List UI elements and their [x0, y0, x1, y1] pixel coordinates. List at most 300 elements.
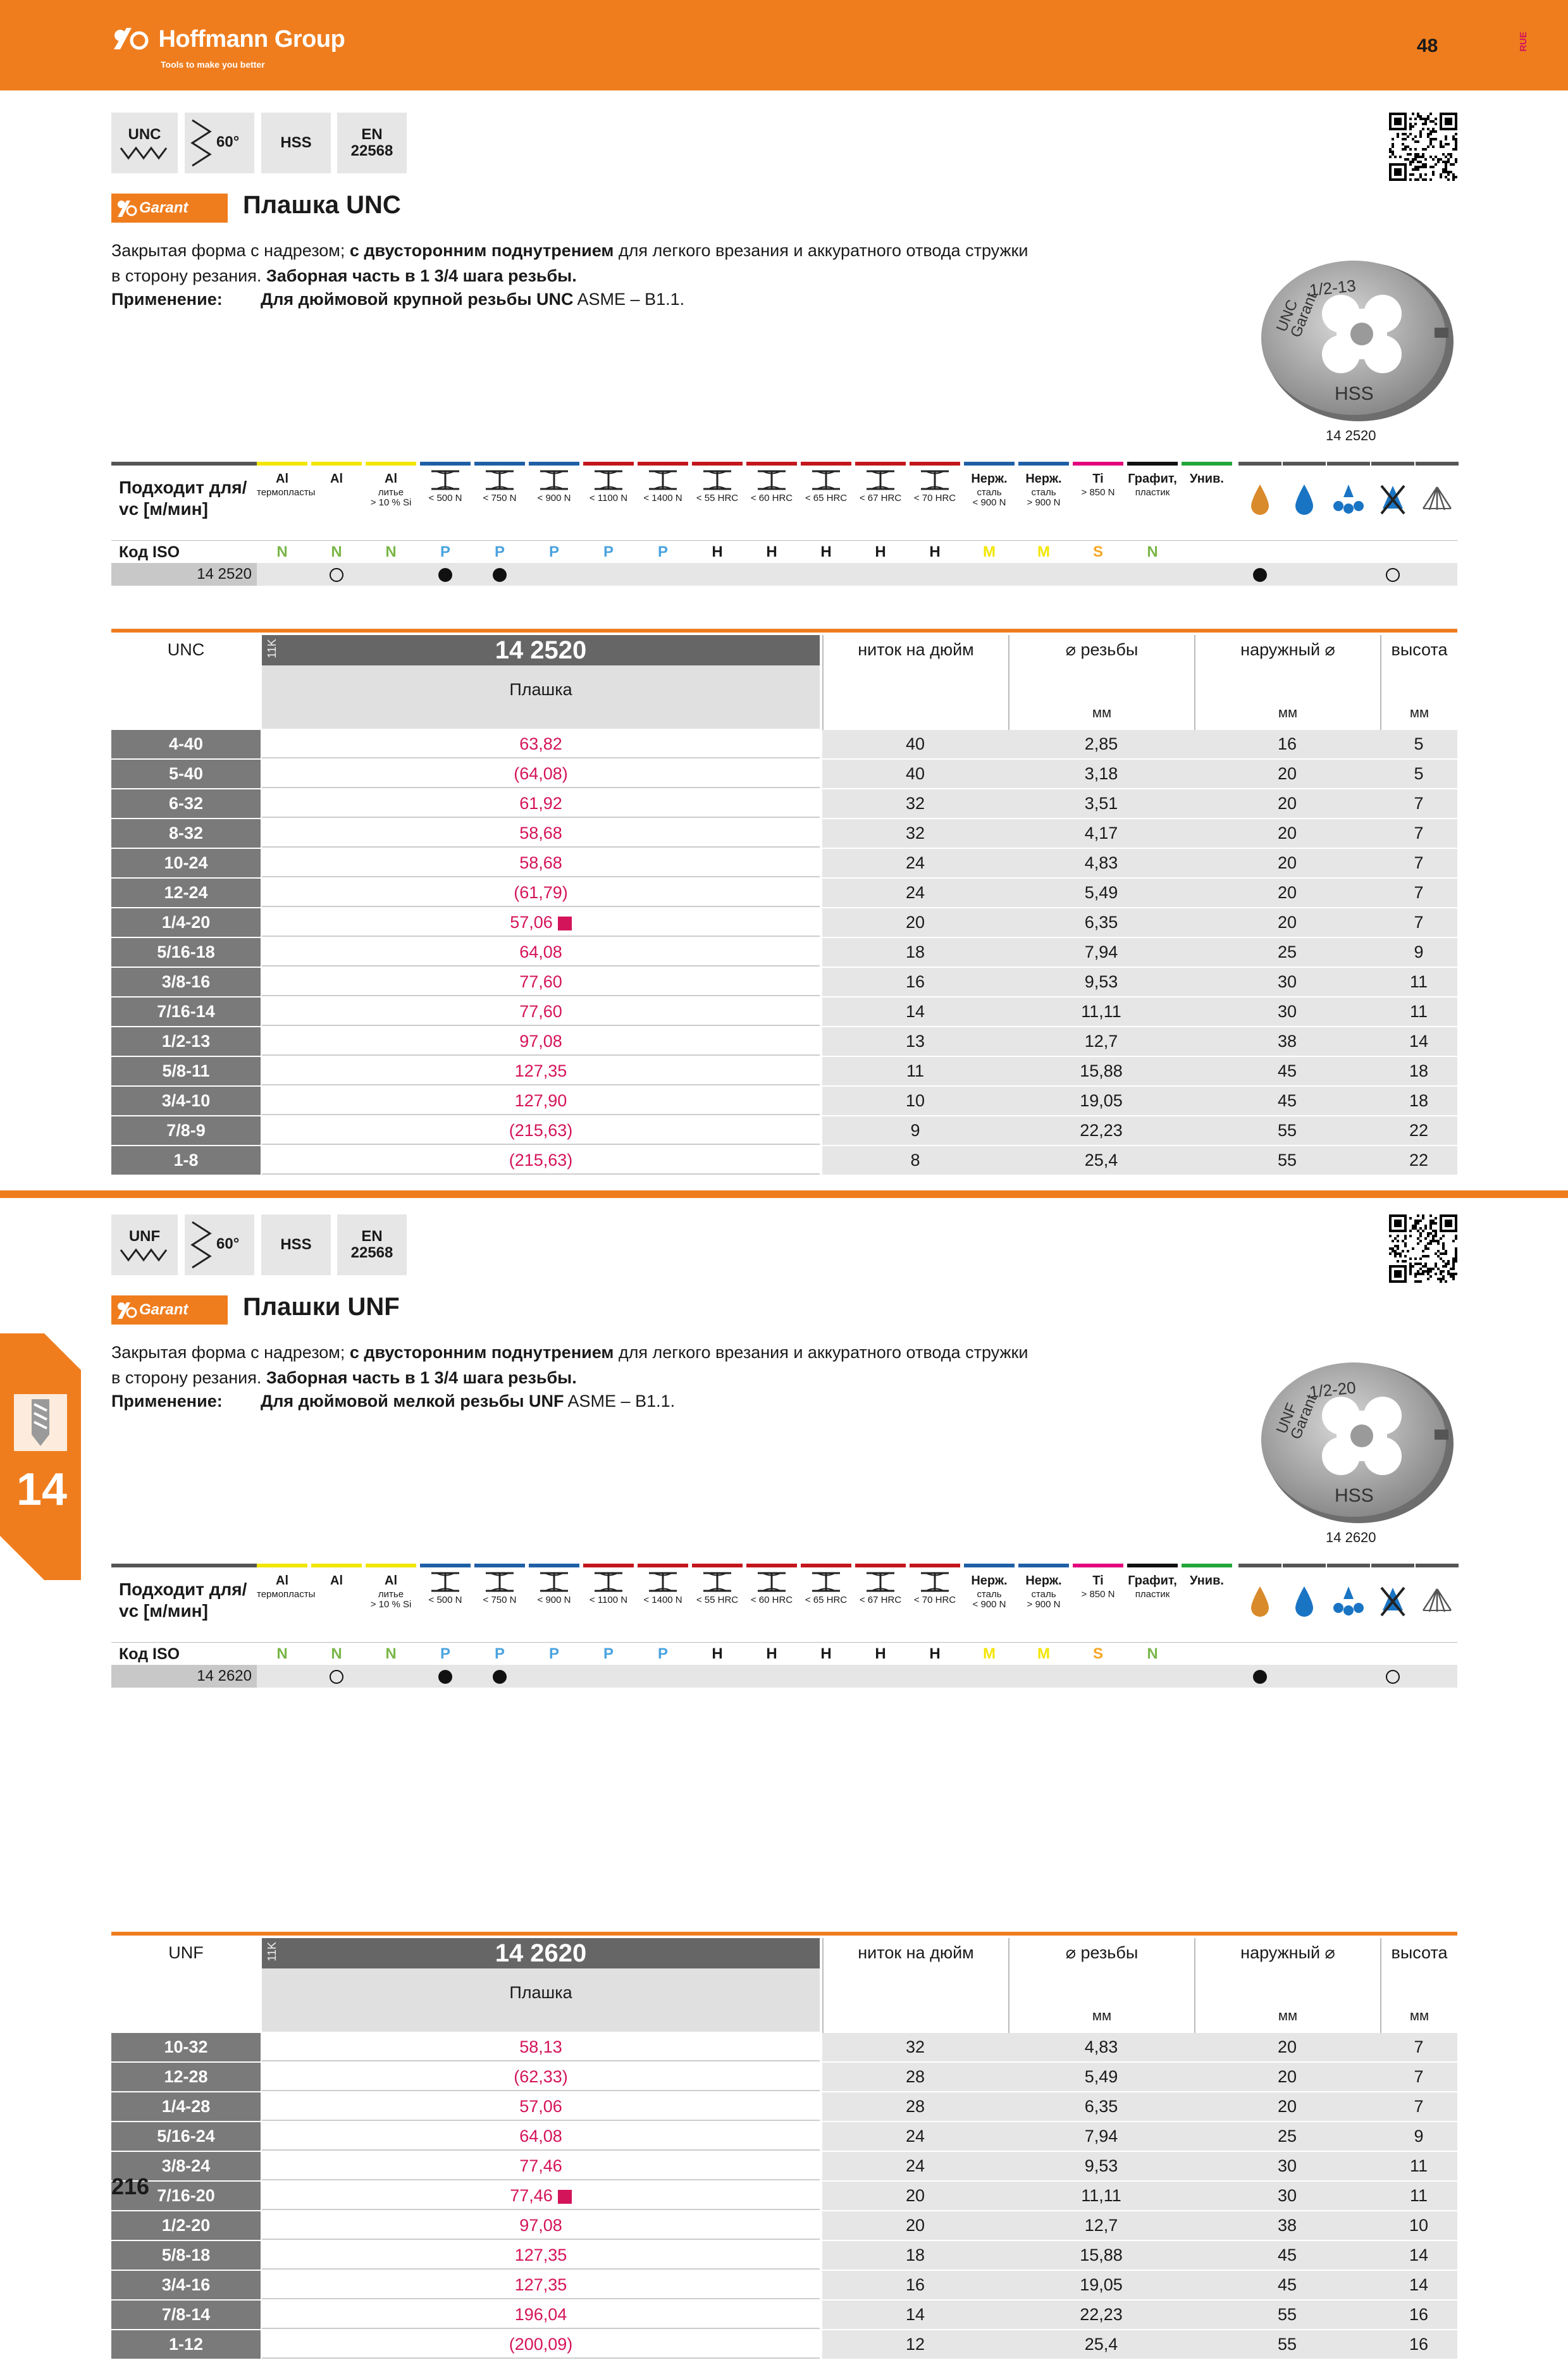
thread-diameter: 25,4 [1084, 2335, 1118, 2354]
material-color-bar [311, 462, 362, 466]
die-marking-standard: UNC Garant [1273, 290, 1321, 340]
steel-beam-icon [918, 1571, 951, 1593]
applicability-cell [1018, 1665, 1069, 1688]
thread-angle-icon [188, 1220, 214, 1270]
material-name: Al [276, 1574, 288, 1588]
height: 22 [1409, 1151, 1429, 1170]
tpi-column-header [822, 1938, 1008, 2033]
unit-label: мм [1278, 705, 1298, 720]
material-detail: < 1400 N [643, 1595, 682, 1605]
product-section-unc [0, 113, 1568, 1188]
coolant-cell [1283, 1665, 1326, 1688]
threads-per-inch: 28 [905, 2067, 925, 2086]
coolant-column [1238, 462, 1281, 540]
material-color-bar [1018, 1564, 1069, 1567]
thread-size: 5/16-24 [111, 2122, 261, 2151]
price-value: 64,08 [519, 2127, 562, 2146]
application-text [261, 290, 684, 309]
material-column [311, 462, 362, 540]
coolant-column [1283, 462, 1326, 540]
threads-per-inch: 20 [905, 2186, 925, 2205]
thread-size: 3/4-16 [111, 2271, 261, 2299]
outer-diameter: 45 [1277, 1061, 1297, 1080]
price-value: (200,09) [509, 2335, 573, 2354]
coolant-bar [1371, 462, 1414, 466]
thread-diameter: 15,88 [1080, 1061, 1123, 1080]
material-detail: < 1100 N [589, 493, 628, 504]
specs-cells [822, 2033, 1457, 2061]
thread-diameter: 11,11 [1081, 1002, 1121, 1021]
iso-code: H [875, 1645, 886, 1662]
specs-cells [822, 2301, 1457, 2329]
material-detail: < 900 N [537, 493, 571, 504]
applicability-cell [910, 563, 960, 586]
specs-cells [822, 1057, 1457, 1085]
iso-code: M [1037, 1645, 1050, 1662]
material-detail: < 60 HRC [750, 493, 793, 504]
article-number: 14 2620 [495, 1939, 587, 1967]
price-value: (64,08) [514, 764, 568, 783]
chapter-tab-shape [0, 1333, 81, 1580]
applicability-cell [529, 1665, 579, 1688]
application-text-rest: ASME – B1.1. [564, 1392, 676, 1411]
threads-per-inch: 14 [905, 2305, 925, 2324]
height: 11 [1409, 2156, 1428, 2175]
specs-cells [822, 2271, 1457, 2299]
application-text-bold: Для дюймовой крупной резьбы UNC [261, 290, 574, 309]
thread-diameter: 12,7 [1084, 1032, 1118, 1051]
height: 14 [1409, 2275, 1429, 2294]
outer-diameter: 45 [1277, 1091, 1297, 1110]
price-value: 127,90 [514, 1091, 567, 1110]
material-column [366, 462, 416, 540]
thread-diameter: 6,35 [1084, 913, 1118, 932]
height: 7 [1414, 853, 1424, 872]
material-color-bar [1182, 1564, 1232, 1567]
price-value: 77,46 [519, 2156, 562, 2175]
price-cell[interactable] [262, 1087, 820, 1115]
application-text-bold: Для дюймовой мелкой резьбы UNF [261, 1392, 564, 1411]
material-color-bar [366, 1564, 416, 1567]
material-color-bar [257, 1564, 307, 1567]
specs-cells [822, 879, 1457, 907]
header-bar [0, 0, 1568, 90]
iso-code: P [440, 1645, 450, 1662]
materials-header-label [119, 477, 247, 520]
die-marking-size: 1/2-13 [1308, 276, 1357, 300]
price-value: (61,79) [514, 883, 568, 902]
table-top-rule [111, 629, 1457, 633]
threads-per-inch: 20 [905, 913, 925, 932]
threads-per-inch: 24 [905, 2127, 925, 2146]
iso-code: N [385, 1645, 397, 1662]
price-cell[interactable] [262, 2033, 820, 2061]
price-cell[interactable] [262, 2063, 820, 2091]
height: 14 [1409, 1032, 1429, 1051]
material-column [638, 462, 688, 540]
price-cell[interactable] [262, 1027, 820, 1056]
outer-diameter: 45 [1277, 2275, 1297, 2294]
table-row [111, 2122, 1457, 2152]
threads-per-inch: 18 [905, 942, 925, 961]
iso-code: P [494, 1645, 505, 1662]
applicability-cell [801, 563, 851, 586]
price-cell[interactable] [262, 2271, 820, 2299]
material-detail: < 60 HRC [750, 1595, 793, 1605]
material-color-bar [855, 462, 906, 466]
applicability-cell [366, 1665, 416, 1688]
coolant-bar [1238, 1564, 1281, 1567]
specs-cells [822, 2182, 1457, 2210]
specs-cells [822, 730, 1457, 758]
material-color-bar [801, 1564, 851, 1567]
applicability-cell [474, 563, 525, 586]
thread-size: 5/8-11 [111, 1057, 261, 1085]
iso-code: P [440, 543, 450, 560]
material-color-bar [311, 1564, 362, 1567]
steel-beam-icon [483, 1571, 516, 1593]
price-cell[interactable] [262, 730, 820, 758]
coolant-cell [1238, 563, 1281, 586]
application-text-rest: ASME – B1.1. [573, 290, 685, 309]
applicability-cell [964, 1665, 1015, 1688]
iso-code: P [657, 543, 668, 560]
height: 18 [1409, 1061, 1429, 1080]
material-name: Унив. [1190, 1574, 1224, 1588]
outer-diameter: 30 [1277, 972, 1297, 991]
outer-diameter: 20 [1277, 2037, 1297, 2056]
iso-code: S [1092, 543, 1103, 560]
table-row [111, 2301, 1457, 2330]
material-detail: < 500 N [428, 493, 462, 504]
price-value: 61,92 [519, 794, 562, 813]
product-description [111, 238, 1028, 288]
material-color-bar [964, 462, 1015, 466]
threads-per-inch: 16 [905, 2275, 925, 2294]
price-cell[interactable] [262, 2092, 820, 2121]
steel-beam-icon [810, 1571, 843, 1593]
material-column [311, 1564, 362, 1642]
spray-icon [1331, 1583, 1366, 1621]
steel-beam-icon [646, 469, 679, 491]
outer-diameter: 30 [1277, 2186, 1297, 2205]
table-row [111, 1057, 1457, 1087]
outer-diameter: 55 [1277, 1151, 1297, 1170]
coolant-bar [1283, 1564, 1326, 1567]
material-column [366, 1564, 416, 1642]
threads-per-inch: 12 [905, 2335, 925, 2354]
height-column-header [1380, 1938, 1457, 2033]
table-row [111, 2182, 1457, 2211]
item-header: Плашка [262, 1968, 820, 2032]
iso-code: P [548, 1645, 559, 1662]
outer-diameter-column-header-label: наружный ⌀ [1240, 1943, 1335, 1962]
recommended-dot [1253, 1670, 1267, 1684]
coolant-cell [1327, 1665, 1370, 1688]
material-color-bar [1073, 1564, 1123, 1567]
steel-beam-icon [864, 1571, 897, 1593]
hoffmann-logo[interactable] [111, 24, 345, 70]
material-name: Ti [1092, 1574, 1104, 1588]
price-value: 97,08 [519, 2216, 562, 2235]
material-color-bar [420, 1564, 471, 1567]
thread-diameter: 9,53 [1084, 2156, 1118, 2175]
table-row [111, 2063, 1457, 2092]
iso-code: H [820, 543, 832, 560]
thread-type-tag [111, 1214, 178, 1275]
material-detail: < 750 N [483, 493, 517, 504]
height: 18 [1409, 1091, 1429, 1110]
die-marking-material: HSS [1335, 383, 1374, 404]
price-cell[interactable] [262, 968, 820, 996]
thread-size: 3/4-10 [111, 1087, 261, 1115]
outer-diameter-column-header [1194, 635, 1380, 730]
iso-code [1182, 1643, 1232, 1665]
height: 14 [1409, 2246, 1429, 2264]
price-cell[interactable] [262, 789, 820, 818]
outer-diameter: 30 [1277, 1002, 1297, 1021]
materials-header [111, 462, 257, 540]
material-detail: < 1400 N [643, 493, 682, 504]
material-column [746, 462, 797, 540]
qr-code-icon[interactable] [1389, 1214, 1457, 1283]
material-column [1018, 1564, 1069, 1642]
garant-badge [111, 194, 228, 223]
height: 22 [1409, 1121, 1429, 1140]
thread-size: 1/4-28 [111, 2092, 261, 2121]
thread-diameter-column-header [1008, 1938, 1194, 2033]
price-cell[interactable] [262, 2241, 820, 2270]
material-column [801, 462, 851, 540]
material-detail: литье > 10 % Si [370, 487, 412, 508]
threads-per-inch: 40 [905, 734, 925, 753]
materials-header-line1: Подходит для/ [119, 478, 247, 497]
threads-per-inch: 32 [905, 2037, 925, 2056]
price-cell[interactable] [262, 879, 820, 907]
dry-no-coolant-icon [1375, 1583, 1411, 1621]
table-row [111, 789, 1457, 819]
thread-angle-tag [185, 1214, 254, 1275]
material-detail: сталь < 900 N [972, 1589, 1006, 1610]
applicability-cell [1073, 1665, 1123, 1688]
thread-angle-value: 60° [216, 133, 240, 151]
price-value: 58,13 [519, 2037, 562, 2056]
thread-size: 1/2-13 [111, 1027, 261, 1056]
recommended-dot [493, 568, 507, 582]
threads-per-inch: 18 [905, 2246, 925, 2264]
material-name: Нерж. [971, 1574, 1008, 1588]
iso-code: N [331, 543, 342, 560]
applicability-cell [638, 1665, 688, 1688]
suitable-ring [330, 1670, 343, 1684]
price-cell[interactable] [262, 819, 820, 848]
thread-size: 10-32 [111, 2033, 261, 2061]
threads-per-inch: 10 [905, 1091, 925, 1110]
iso-code: H [712, 543, 723, 560]
chapter-tab[interactable] [0, 1333, 81, 1580]
thread-size: 4-40 [111, 730, 261, 758]
iso-code: H [875, 543, 886, 560]
table-row [111, 968, 1457, 998]
price-cell[interactable] [262, 2182, 820, 2210]
qr-code-icon[interactable] [1389, 113, 1457, 181]
water-drop-icon [1287, 1583, 1322, 1621]
coolant-bar [1371, 1564, 1414, 1567]
tpi-column-header-label: ниток на дюйм [858, 1943, 974, 1962]
coolant-bar [1416, 462, 1459, 466]
new-item-marker [558, 2190, 572, 2204]
applicability-cell [311, 563, 362, 586]
material-color-bar [474, 1564, 525, 1567]
applicability-cell [583, 1665, 634, 1688]
threads-per-inch: 28 [905, 2097, 925, 2116]
material-column [529, 1564, 579, 1642]
air-blast-icon [1419, 481, 1455, 519]
material-column [529, 462, 579, 540]
garant-logo-icon [116, 198, 138, 217]
outer-diameter: 20 [1277, 764, 1297, 783]
price-cell[interactable] [262, 849, 820, 877]
page-number: 216 [111, 2173, 150, 2199]
price-cell[interactable] [262, 1116, 820, 1145]
suitable-ring [330, 568, 343, 582]
image-caption: 14 2620 [1326, 1529, 1376, 1545]
height: 9 [1414, 942, 1424, 961]
outer-diameter: 25 [1277, 942, 1297, 961]
coolant-column [1327, 462, 1370, 540]
thread-size: 1-8 [111, 1146, 261, 1175]
height-column-header [1380, 635, 1457, 730]
thread-diameter-column-header [1008, 635, 1194, 730]
price-cell[interactable] [262, 2211, 820, 2240]
coolant-column [1327, 1564, 1370, 1642]
material-name: Al [385, 1574, 397, 1588]
price-value: 127,35 [514, 2246, 567, 2264]
recommended-dot [438, 568, 452, 582]
thread-size: 12-24 [111, 879, 261, 907]
iso-code: H [820, 1645, 832, 1662]
product-title: Плашка UNC [243, 191, 401, 219]
description-part: Закрытая форма с надрезом; [111, 241, 350, 260]
spray-icon [1331, 481, 1366, 519]
thread-size: 6-32 [111, 789, 261, 818]
price-cell[interactable] [262, 1057, 820, 1085]
applicability-cell [964, 563, 1015, 586]
price-cell[interactable] [262, 938, 820, 967]
coolant-cell [1416, 1665, 1459, 1688]
specs-cells [822, 1146, 1457, 1175]
thread-diameter: 5,49 [1084, 2067, 1118, 2086]
table-row [111, 1116, 1457, 1146]
coolant-bar [1327, 1564, 1370, 1567]
iso-code: H [766, 1645, 777, 1662]
thread-size: 3/8-24 [111, 2152, 261, 2180]
materials-header-label [119, 1579, 247, 1622]
height: 5 [1414, 734, 1424, 753]
oil-drop-icon [1242, 481, 1278, 519]
dry-no-coolant-icon [1375, 481, 1411, 519]
applicability-cell [1127, 1665, 1178, 1688]
outer-diameter-column-header-label: наружный ⌀ [1240, 640, 1335, 659]
coolant-bar [1238, 462, 1281, 466]
material-detail: < 55 HRC [696, 493, 739, 504]
price-value: 57,06 [519, 2097, 562, 2116]
material-column [746, 1564, 797, 1642]
material-detail: < 67 HRC [859, 1595, 902, 1605]
price-cell[interactable] [262, 2122, 820, 2151]
threads-per-inch: 9 [910, 1121, 920, 1140]
material-color-bar [1182, 462, 1232, 466]
thread-diameter: 22,23 [1080, 1121, 1123, 1140]
item-header: Плашка [262, 665, 820, 729]
material-color-bar [366, 462, 416, 466]
coolant-column [1238, 1564, 1281, 1642]
iso-code: P [494, 543, 505, 560]
specs-cells [822, 2241, 1457, 2270]
material-column [420, 462, 471, 540]
material-column [964, 1564, 1015, 1642]
material-column [257, 1564, 316, 1642]
thread-diameter: 12,7 [1084, 2216, 1118, 2235]
specs-cells [822, 2092, 1457, 2121]
thread-diameter: 25,4 [1084, 1151, 1118, 1170]
coolant-cell [1371, 563, 1414, 586]
thread-diameter: 7,94 [1084, 942, 1118, 961]
price-cell[interactable] [262, 998, 820, 1026]
iso-code: S [1092, 1645, 1103, 1662]
price-cell[interactable] [262, 2301, 820, 2329]
material-detail: литье > 10 % Si [370, 1589, 412, 1610]
iso-code: P [603, 1645, 614, 1662]
thread-diameter: 19,05 [1080, 1091, 1123, 1110]
material-color-bar [1127, 1564, 1178, 1567]
thread-profile-icon [120, 1247, 170, 1263]
material-detail: термопласты [257, 1589, 316, 1600]
die-marking-standard: UNF Garant [1273, 1392, 1321, 1442]
table-row [111, 2241, 1457, 2271]
material-detail: < 70 HRC [913, 493, 956, 504]
price-cell[interactable] [262, 2152, 820, 2180]
thread-diameter: 7,94 [1084, 2127, 1118, 2146]
product-image [1246, 253, 1461, 424]
price-cell[interactable] [262, 760, 820, 788]
price-cell[interactable] [262, 908, 820, 937]
thread-diameter: 2,85 [1084, 734, 1118, 753]
specs-cells [822, 849, 1457, 877]
iso-code: H [929, 1645, 941, 1662]
unit-label: мм [1278, 2008, 1298, 2023]
price-cell[interactable] [262, 2330, 820, 2359]
material-name: Al [330, 472, 343, 486]
table-row [111, 879, 1457, 908]
material-column [801, 1564, 851, 1642]
article-header [262, 635, 820, 665]
material-detail: < 750 N [483, 1595, 517, 1605]
table-row [111, 2033, 1457, 2063]
price-cell[interactable] [262, 1146, 820, 1175]
coolant-cell [1238, 1665, 1281, 1688]
material-column [692, 462, 743, 540]
height: 5 [1414, 764, 1424, 783]
steel-beam-icon [918, 469, 951, 491]
die-marking-material: HSS [1335, 1485, 1374, 1506]
table-row [111, 938, 1457, 968]
material-hss-tag: HSS [261, 1214, 331, 1275]
applicability-cell [910, 1665, 960, 1688]
thread-type-label: UNC [128, 126, 161, 143]
steel-beam-icon [646, 1571, 679, 1593]
material-color-bar [964, 1564, 1015, 1567]
